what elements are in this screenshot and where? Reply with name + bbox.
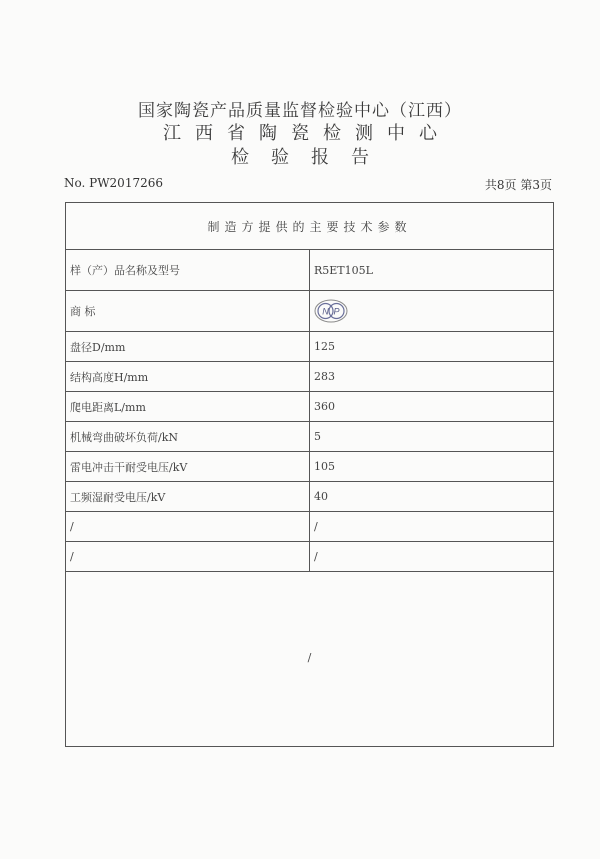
svg-text:N: N bbox=[322, 306, 329, 317]
row-label: / bbox=[66, 512, 310, 542]
row-label: / bbox=[66, 542, 310, 572]
row-value: 125 bbox=[310, 332, 554, 362]
row-label: 样（产）品名称及型号 bbox=[66, 250, 310, 291]
params-table bbox=[65, 202, 554, 747]
header-line-1: 国家陶瓷产品质量监督检验中心（江西） bbox=[138, 101, 462, 121]
table-row bbox=[66, 392, 554, 422]
table-row bbox=[66, 422, 554, 452]
row-value: 105 bbox=[310, 452, 554, 482]
table-row bbox=[66, 362, 554, 392]
table-row bbox=[66, 542, 554, 572]
table-row bbox=[66, 482, 554, 512]
row-label: 机械弯曲破坏负荷/kN bbox=[66, 422, 310, 452]
table-row bbox=[66, 250, 554, 291]
table-row bbox=[66, 291, 554, 332]
row-value: R5ET105L bbox=[310, 250, 554, 291]
row-value: 360 bbox=[310, 392, 554, 422]
row-label: 结构高度H/mm bbox=[66, 362, 310, 392]
row-label: 盘径D/mm bbox=[66, 332, 310, 362]
table-row bbox=[66, 332, 554, 362]
row-label: 工频湿耐受电压/kV bbox=[66, 482, 310, 512]
np-logo-icon bbox=[314, 299, 348, 323]
blank-area bbox=[66, 572, 554, 747]
row-label: 爬电距离L/mm bbox=[66, 392, 310, 422]
table-caption: 制造方提供的主要技术参数 bbox=[66, 203, 554, 250]
report-number: No. PW2017266 bbox=[64, 176, 163, 190]
table-row bbox=[66, 452, 554, 482]
page-info: 共8页 第3页 bbox=[484, 178, 552, 192]
svg-text:P: P bbox=[333, 306, 340, 317]
row-label: 商 标 bbox=[66, 291, 310, 332]
row-value bbox=[310, 291, 554, 332]
row-value: 5 bbox=[310, 422, 554, 452]
row-value: 283 bbox=[310, 362, 554, 392]
header-line-2: 江西省陶瓷检测中心 bbox=[163, 123, 451, 144]
row-value: / bbox=[310, 542, 554, 572]
row-value: / bbox=[310, 512, 554, 542]
blank-mark: / bbox=[307, 650, 312, 664]
header-line-3: 检验报告 bbox=[231, 147, 391, 168]
row-value: 40 bbox=[310, 482, 554, 512]
row-label: 雷电冲击干耐受电压/kV bbox=[66, 452, 310, 482]
table-row bbox=[66, 512, 554, 542]
